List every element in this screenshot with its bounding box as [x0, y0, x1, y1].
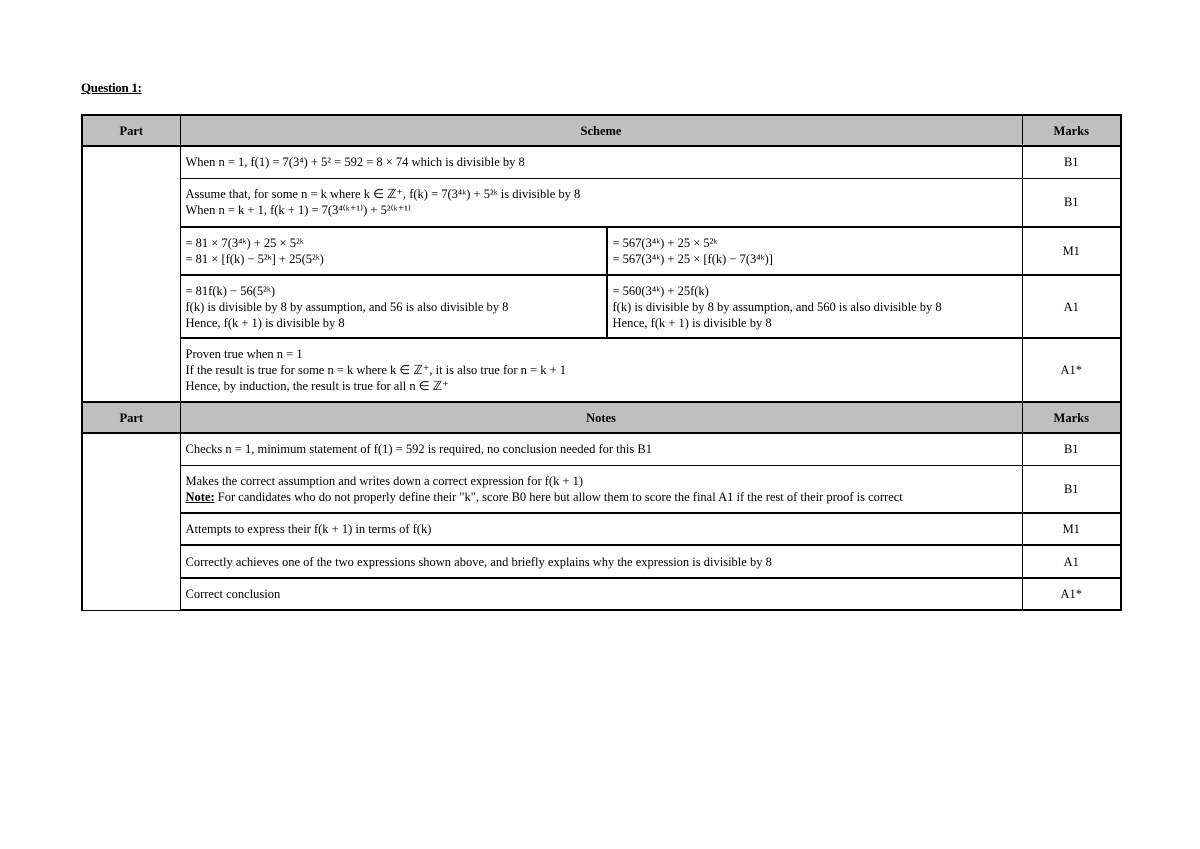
scheme-line: = 567(3⁴ᵏ) + 25 × [f(k) − 7(3⁴ᵏ)] — [612, 252, 773, 266]
scheme-row — [82, 275, 1121, 338]
scheme-line: = 567(3⁴ᵏ) + 25 × 5²ᵏ — [612, 236, 718, 250]
scheme-line: f(k) is divisible by 8 by assumption, and 56 is also divisible by 8 — [185, 299, 509, 314]
marks-header: Marks — [1022, 115, 1121, 146]
mark-cell: B1 — [1022, 433, 1121, 465]
part-cell — [82, 433, 180, 610]
notes-header-row — [82, 402, 1121, 433]
scheme-row — [82, 227, 1121, 275]
marks-header: Marks — [1022, 402, 1121, 433]
mark-cell: M1 — [1022, 513, 1121, 545]
notes-header: Notes — [180, 402, 1022, 433]
scheme-text — [180, 146, 1022, 178]
notes-line: Correct conclusion — [185, 587, 281, 601]
scheme-split-cell — [180, 275, 1022, 338]
scheme-line: When n = 1, f(1) = 7(3⁴) + 5² = 592 = 8 × 74 which is divisible by 8 — [185, 155, 525, 170]
scheme-row — [82, 146, 1121, 178]
scheme-line: = 560(3⁴ᵏ) + 25f(k) — [612, 283, 709, 298]
scheme-line: Hence, by induction, the result is true for all n ∈ ℤ⁺ — [185, 379, 449, 393]
notes-line: Correctly achieves one of the two expressions shown above, and briefly explains why the expression is divisible by 8 — [185, 554, 772, 569]
scheme-split-cell — [180, 227, 1022, 275]
notes-line: Attempts to express their f(k + 1) in terms of f(k) — [185, 522, 432, 536]
part-header: Part — [82, 402, 180, 433]
notes-row — [82, 545, 1121, 578]
mark-cell: A1* — [1022, 578, 1121, 610]
note-text: For candidates who do not properly define their "k", score B0 here but allow them to score the final A1 if the rest of their proof is correct — [214, 489, 903, 504]
notes-text — [180, 545, 1022, 578]
mark-cell: B1 — [1022, 178, 1121, 227]
notes-row — [82, 578, 1121, 610]
notes-text — [180, 513, 1022, 545]
scheme-line: f(k) is divisible by 8 by assumption, and 560 is also divisible by 8 — [612, 299, 942, 314]
mark-cell: B1 — [1022, 146, 1121, 178]
mark-cell: M1 — [1022, 227, 1121, 275]
notes-text — [180, 433, 1022, 465]
notes-row — [82, 513, 1121, 545]
method-left — [181, 276, 608, 337]
notes-row — [82, 433, 1121, 465]
method-right — [608, 276, 1022, 337]
scheme-row — [82, 338, 1121, 402]
notes-text — [180, 578, 1022, 610]
scheme-line: Hence, f(k + 1) is divisible by 8 — [185, 315, 345, 330]
notes-row — [82, 465, 1121, 513]
scheme-line: When n = k + 1, f(k + 1) = 7(3⁴⁽ᵏ⁺¹⁾) + 5²⁽ᵏ⁺¹⁾ — [185, 203, 411, 218]
scheme-line: Hence, f(k + 1) is divisible by 8 — [612, 315, 772, 330]
question-title: Question 1: — [81, 80, 142, 95]
scheme-line: Proven true when n = 1 — [185, 347, 303, 361]
part-header: Part — [82, 115, 180, 146]
scheme-line: = 81 × 7(3⁴ᵏ) + 25 × 5²ᵏ — [185, 236, 304, 250]
scheme-line: If the result is true for some n = k where k ∈ ℤ⁺, it is also true for n = k + 1 — [185, 363, 567, 377]
scheme-row — [82, 178, 1121, 227]
notes-line: Checks n = 1, minimum statement of f(1) = 592 is required, no conclusion needed for this B1 — [185, 442, 652, 457]
scheme-line: Assume that, for some n = k where k ∈ ℤ⁺, f(k) = 7(3⁴ᵏ) + 5²ᵏ is divisible by 8 — [185, 187, 581, 202]
mark-cell: A1 — [1022, 545, 1121, 578]
notes-text — [180, 465, 1022, 513]
mark-cell: A1 — [1022, 275, 1121, 338]
notes-line — [186, 489, 1017, 505]
part-cell — [82, 146, 180, 402]
scheme-text — [180, 338, 1022, 402]
method-left — [181, 228, 608, 274]
scheme-header-row — [82, 115, 1121, 146]
mark-cell: B1 — [1022, 465, 1121, 513]
method-right — [608, 228, 1022, 274]
scheme-header: Scheme — [180, 115, 1022, 146]
notes-line: Makes the correct assumption and writes down a correct expression for f(k + 1) — [185, 473, 584, 488]
scheme-text — [180, 178, 1022, 227]
scheme-line: = 81f(k) − 56(5²ᵏ) — [185, 283, 275, 298]
mark-scheme-table — [81, 114, 1122, 611]
scheme-line: = 81 × [f(k) − 5²ᵏ] + 25(5²ᵏ) — [185, 252, 324, 266]
mark-cell: A1* — [1022, 338, 1121, 402]
note-label: Note: — [185, 489, 215, 504]
